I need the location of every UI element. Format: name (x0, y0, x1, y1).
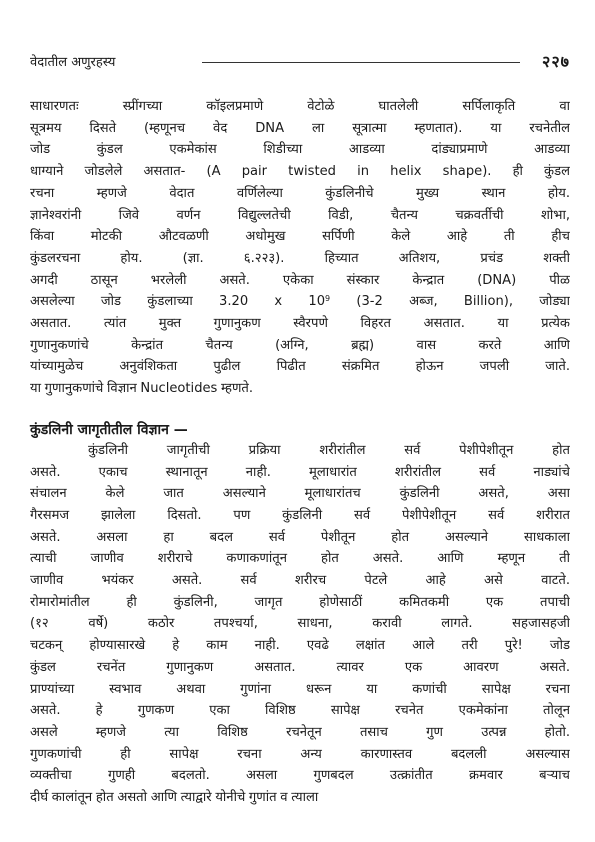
text-line: रोमारोमांतील ही कुंडलिनी, जागृत होणेसाठीं कमितकमी एक तपाची (30, 594, 570, 610)
text-line: गुणकणांची ही सापेक्ष रचना अन्य कारणास्तव बदलली असल्यास (30, 746, 570, 762)
text-line: सूत्रमय दिसते (म्हणूनच वेद DNA ला सूत्रात्मा म्हणतात). या रचनेतील (30, 120, 570, 136)
text-line: व्यक्तीचा गुणही बदलतो. असला गुणबदल उत्क्रांतीत क्रमवार बऱ्याच (30, 768, 570, 784)
running-title: वेदातील अणुरहस्य (30, 55, 116, 70)
text-line: जोड कुंडल एकमेकांस शिडीच्या आडव्या दांड्याप्रमाणे आडव्या (30, 142, 570, 158)
text-line: धाग्याने जोडलेले असतात- (A pair twisted in helix shape). ही कुंडल (30, 164, 570, 180)
text-line: त्याची जाणीव शरीराचे कणाकणांतून होत असते. आणि म्हणून ती (30, 551, 570, 567)
exponent: 9 (325, 294, 331, 304)
header-rule (202, 62, 520, 63)
text-line: असते. एकाच स्थानातून नाही. मूलाधारांत शरीरांतील सर्व नाड्यांचे (30, 464, 570, 480)
text-line: कुंडलरचना होय. (ज्ञा. ६.२२३). हिच्यात अतिशय, प्रचंड शक्ती (30, 250, 570, 266)
page-body (30, 96, 570, 809)
text-line: असते. असला हा बदल सर्व पेशीतून होत असल्याने साधकाला (30, 529, 570, 545)
section-heading: कुंडलिनी जागृतीतील विज्ञान — (30, 421, 188, 438)
text-line: असले म्हणजे त्या विशिष्ठ रचनेतून तसाच गुण उत्पन्न होतो. (30, 724, 570, 740)
text-line: (१२ वर्षे) कठोर तपश्चर्या, साधना, करावी लागते. सहजासहजी (30, 616, 570, 632)
text-line: अगदी ठासून भरलेली असते. एकेका संस्कार केन्द्रात (DNA) पीळ (30, 272, 570, 288)
running-header (30, 50, 570, 72)
text-line: असतात. त्यांत मुक्त गुणानुकण स्वैरपणे विहरत असतात. या प्रत्येक (30, 316, 570, 332)
text-line: या गुणानुकणांचे विज्ञान Nucleotides म्हणते. (30, 381, 254, 397)
text-line-with-exponent (30, 291, 570, 313)
text-line: ज्ञानेश्वरांनी जिवे वर्णन विद्युल्लतेची विडी, चैतन्य चक्रवर्तीची शोभा, (30, 207, 570, 223)
text-line: संचालन केले जात असल्याने मूलाधारांतच कुंडलिनी असते, असा (30, 486, 570, 502)
line-text-before-exponent: असलेल्या जोड कुंडलाच्या 3.20 x 10 (30, 294, 326, 310)
text-line: गुणानुकणांचे केन्द्रांत चैतन्य (अग्नि, ब्रह्म) वास करते आणि (30, 337, 570, 353)
text-line: दीर्घ कालांतून होत असतो आणि त्याद्वारे योनीचे गुणांत व त्याला (30, 790, 319, 806)
text-line: चटकन् होण्यासारखे हे काम नाही. एवढे लक्षांत आले तरी पुरे! जोड (30, 638, 570, 654)
text-line: साधारणतः स्प्रींगच्या कॉइलप्रमाणे वेटोळे घातलेली सर्पिलाकृति वा (30, 99, 570, 114)
text-line: रचना म्हणजे वेदात वर्णिलेल्या कुंडलिनीचे मुख्य स्थान होय. (30, 185, 570, 201)
paragraph-helix-structure (30, 96, 570, 400)
page-number: २२७ (542, 52, 570, 71)
text-line: कुंडलिनी जागृतीची प्रक्रिया शरीरांतील सर्व पेशीपेशीतून होत (88, 442, 570, 458)
paragraph-kundalini-awakening (30, 440, 570, 809)
text-line: कुंडल रचनेंत गुणानुकण असतात. त्यावर एक आवरण असते. (30, 659, 570, 675)
line-text-after-exponent: (3-2 अब्ज, Billion), जोड्या (330, 294, 570, 310)
text-line: असते. हे गुणकण एका विशिष्ठ सापेक्ष रचनेत एकमेकांना तोलून (30, 703, 570, 719)
text-line: जाणीव भयंकर असते. सर्व शरीरच पेटले आहे असे वाटते. (30, 573, 570, 589)
text-line: प्राण्यांच्या स्वभाव अथवा गुणांना धरून या कणांची सापेक्ष रचना (30, 681, 570, 697)
text-line: किंवा मोटकी औटवळणी अधोमुख सर्पिणी केले आहे ती हीच (30, 229, 570, 245)
text-line: यांच्यामुळेच अनुवंशिकता पुढील पिढीत संक्रमित होऊन जपली जाते. (30, 359, 570, 375)
text-line: गैरसमज झालेला दिसतो. पण कुंडलिनी सर्व पेशीपेशीतून सर्व शरीरात (30, 507, 570, 523)
